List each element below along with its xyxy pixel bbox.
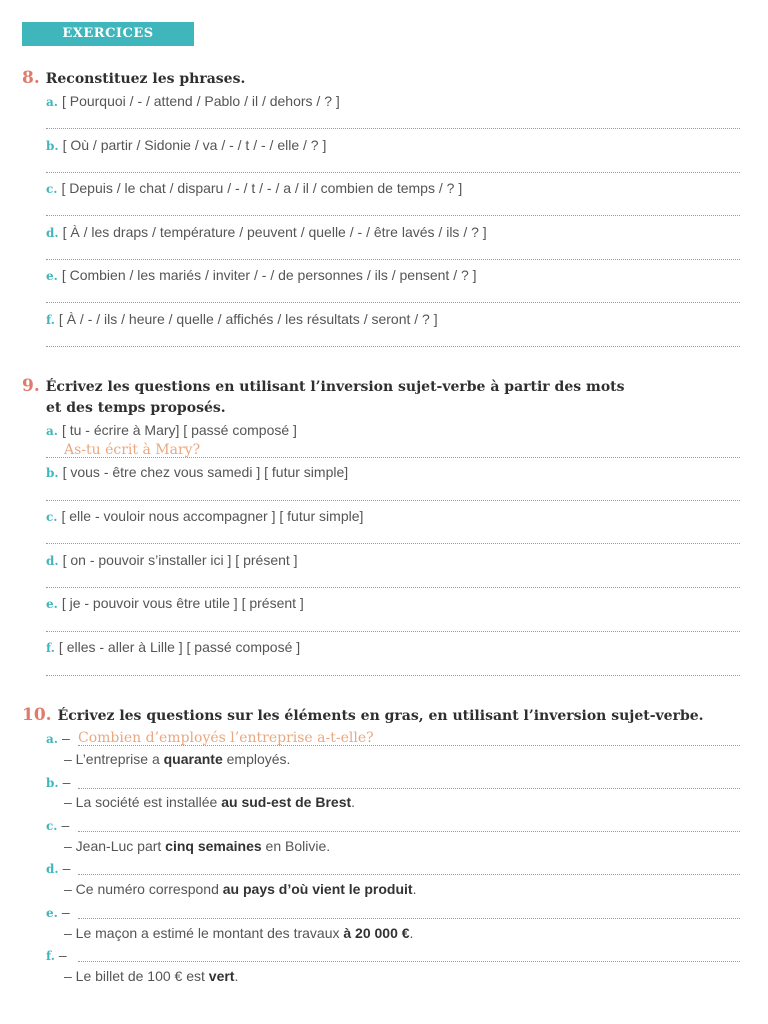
exercise-10-item-e: [46, 903, 74, 922]
resp-text: .: [412, 881, 417, 897]
item-letter: c.: [46, 510, 58, 524]
exercise-8-title: [22, 68, 245, 90]
item-letter: a.: [46, 95, 58, 109]
exercise-9-item-d: [46, 551, 298, 570]
item-letter: f.: [46, 641, 55, 655]
exercise-instruction-line1: Écrivez les questions en utilisant l’inversion sujet-verbe à partir des mots: [45, 379, 625, 395]
exercise-10-item-c: [46, 816, 73, 835]
answer-line[interactable]: [46, 500, 740, 501]
item-letter: c.: [46, 819, 58, 833]
item-letter: a.: [46, 424, 58, 438]
question-line[interactable]: [78, 874, 740, 875]
answer-line[interactable]: [46, 587, 740, 588]
answer-line[interactable]: [46, 259, 740, 260]
example-answer: Combien d’employés l’entreprise a-t-elle?: [78, 730, 374, 746]
item-text: [ je - pouvoir vous être utile ] [ présent ]: [61, 595, 304, 611]
item-text: [ vous - être chez vous samedi ] [ futur simple]: [62, 464, 349, 480]
answer-line[interactable]: [46, 128, 740, 129]
question-line[interactable]: [78, 961, 740, 962]
exercise-8-item-f: [46, 310, 438, 329]
item-letter: e.: [46, 597, 58, 611]
resp-bold: vert: [208, 968, 235, 984]
item-letter: a.: [46, 732, 58, 746]
dash: –: [62, 860, 71, 876]
exercise-8-item-d: [46, 223, 487, 242]
item-letter: f.: [46, 949, 55, 963]
resp-text: – La société est installée: [64, 794, 222, 810]
question-line[interactable]: [78, 745, 740, 746]
exercise-number: 10.: [22, 705, 52, 725]
resp-text: .: [409, 925, 414, 941]
exercise-10-title: [22, 705, 704, 727]
exercise-9-item-a: [46, 421, 297, 440]
item-letter: c.: [46, 182, 58, 196]
exercise-10-item-f: [46, 946, 71, 965]
item-text: [ Depuis / le chat / disparu / - / t / - / a / il / combien de temps / ? ]: [61, 180, 463, 196]
resp-bold: au pays d’où vient le produit: [222, 881, 413, 897]
item-text: [ elle - vouloir nous accompagner ] [ futur simple]: [61, 508, 364, 524]
example-answer: As-tu écrit à Mary?: [64, 442, 201, 458]
item-letter: d.: [46, 862, 59, 876]
exercise-10-item-d: [46, 859, 74, 878]
resp-text: en Bolivie.: [261, 838, 331, 854]
item-text: [ Pourquoi / - / attend / Pablo / il / dehors / ? ]: [61, 93, 340, 109]
response-a: [64, 750, 290, 768]
answer-line[interactable]: [46, 675, 740, 676]
item-text: [ Combien / les mariés / inviter / - / de personnes / ils / pensent / ? ]: [61, 267, 477, 283]
question-line[interactable]: [78, 788, 740, 789]
resp-bold: au sud-est de Brest: [221, 794, 352, 810]
resp-bold: à 20 000 €: [343, 925, 410, 941]
dash: –: [58, 947, 67, 963]
resp-text: employés.: [222, 751, 291, 767]
item-text: [ Où / partir / Sidonie / va / - / t / - / elle / ? ]: [62, 137, 327, 153]
item-text: [ À / - / ils / heure / quelle / affichés / les résultats / seront / ? ]: [58, 311, 438, 327]
exercise-10-item-a: [46, 729, 74, 748]
resp-text: .: [234, 968, 239, 984]
resp-text: – Le maçon a estimé le montant des travaux: [64, 925, 344, 941]
answer-line[interactable]: [46, 172, 740, 173]
exercise-9-title-line2: et des temps proposés.: [46, 400, 226, 416]
item-letter: e.: [46, 906, 58, 920]
item-text: [ tu - écrire à Mary] [ passé composé ]: [61, 422, 297, 438]
answer-line[interactable]: [46, 346, 740, 347]
item-letter: f.: [46, 313, 55, 327]
exercise-instruction: Écrivez les questions sur les éléments en gras, en utilisant l’inversion sujet-verbe.: [57, 708, 704, 724]
response-d: [64, 880, 416, 898]
answer-line[interactable]: [46, 457, 740, 458]
item-letter: e.: [46, 269, 58, 283]
item-text: [ À / les draps / température / peuvent / quelle / - / être lavés / ils / ? ]: [62, 224, 487, 240]
resp-text: .: [351, 794, 356, 810]
item-letter: b.: [46, 776, 59, 790]
answer-line[interactable]: [46, 215, 740, 216]
resp-text: – Jean-Luc part: [64, 838, 166, 854]
exercise-8-item-c: [46, 179, 462, 198]
resp-bold: cinq semaines: [165, 838, 262, 854]
exercise-9-item-e: [46, 594, 304, 613]
banner-label: EXERCICES: [62, 26, 154, 41]
exercise-number: 8.: [22, 68, 40, 88]
resp-text: – L’entreprise a: [64, 751, 164, 767]
exercise-8-item-b: [46, 136, 326, 155]
dash: –: [61, 904, 70, 920]
answer-line[interactable]: [46, 631, 740, 632]
answer-line[interactable]: [46, 302, 740, 303]
response-c: [64, 837, 330, 855]
dash: –: [61, 817, 70, 833]
exercise-number: 9.: [22, 376, 40, 396]
response-e: [64, 924, 413, 942]
item-letter: b.: [46, 139, 59, 153]
dash: –: [61, 730, 70, 746]
response-b: [64, 793, 355, 811]
exercise-instruction: Reconstituez les phrases.: [45, 71, 246, 87]
answer-line[interactable]: [46, 543, 740, 544]
exercise-9-item-c: [46, 507, 363, 526]
question-line[interactable]: [78, 918, 740, 919]
item-letter: b.: [46, 466, 59, 480]
resp-text: – Ce numéro correspond: [64, 881, 223, 897]
question-line[interactable]: [78, 831, 740, 832]
item-text: [ on - pouvoir s’installer ici ] [ présent ]: [62, 552, 298, 568]
item-text: [ elles - aller à Lille ] [ passé composé ]: [58, 639, 301, 655]
item-letter: d.: [46, 554, 59, 568]
item-letter: d.: [46, 226, 59, 240]
exercise-9-title: [22, 376, 625, 398]
resp-text: – Le billet de 100 € est: [64, 968, 209, 984]
exercise-9-item-b: [46, 463, 348, 482]
response-f: [64, 967, 238, 985]
exercise-9-item-f: [46, 638, 300, 657]
exercise-10-item-b: [46, 773, 74, 792]
resp-bold: quarante: [163, 751, 223, 767]
dash: –: [62, 774, 71, 790]
exercise-8-item-a: [46, 92, 340, 111]
exercises-banner: [22, 22, 194, 46]
exercise-8-item-e: [46, 266, 477, 285]
